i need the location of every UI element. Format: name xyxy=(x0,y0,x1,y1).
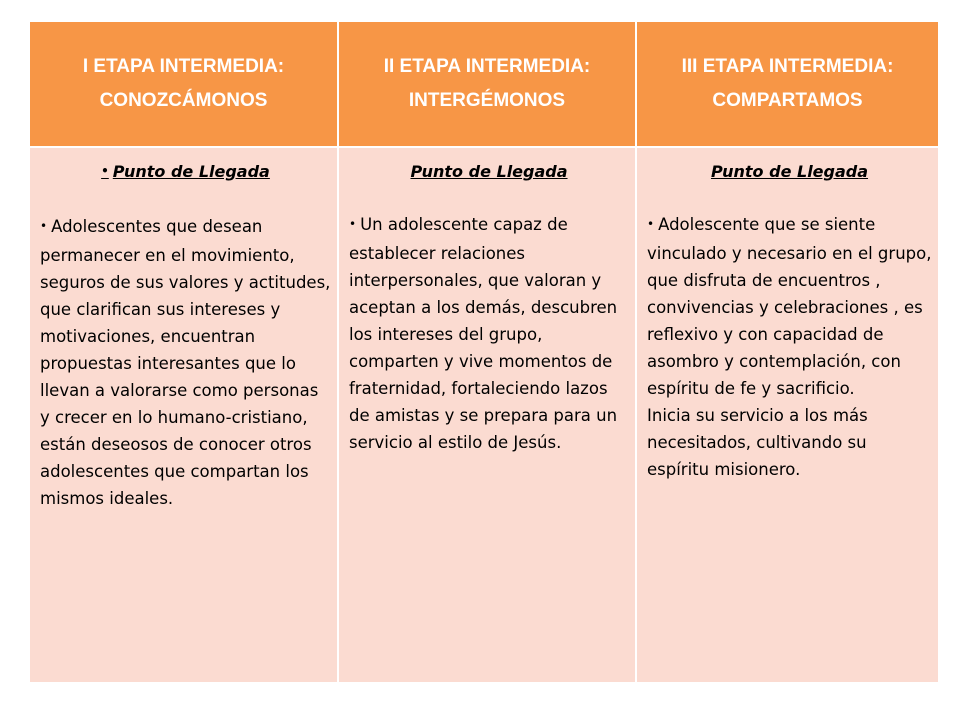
bullet-icon: • xyxy=(101,164,109,178)
stage-1-subheading xyxy=(40,158,331,187)
stage-2-subheading: Punto de Llegada xyxy=(410,162,568,181)
stage-2-header-line2: INTERGÉMONOS xyxy=(408,90,566,111)
stage-1-body xyxy=(40,213,331,512)
bullet-icon: • xyxy=(40,219,48,233)
stage-3-extra: Inicia su servicio a los más necesitados, cultivando su espíritu misionero. xyxy=(647,406,868,479)
stage-2-header xyxy=(338,22,636,147)
stage-1-body-text: Adolescentes que desean permanecer en el movimiento, seguros de sus valores y actitudes, que clarifican sus intereses y motivaciones, encuentran propuestas interesantes que lo llevan a valorarse como personas y crecer en lo humano-cristiano, están deseosos de conocer otros adolescentes que compartan los mismos ideales. xyxy=(40,217,331,508)
stage-1-subheading-text: Punto de Llegada xyxy=(112,162,270,181)
stage-2-cell xyxy=(338,147,636,682)
body-row xyxy=(30,147,938,682)
stage-2-body xyxy=(349,211,629,456)
stage-3-body-text: Adolescente que se siente vinculado y necesario en el grupo, que disfruta de encuentros , convivencias y celebraciones , es reflexivo y con capacidad de asombro y contemplación, con espíritu de fe y sacrificio. xyxy=(647,215,932,398)
stages-table xyxy=(30,22,938,682)
stage-2-header-line1: II ETAPA INTERMEDIA: xyxy=(383,56,591,77)
stage-1-header-line2: CONOZCÁMONOS xyxy=(99,90,268,111)
stage-3-header xyxy=(636,22,938,147)
stage-1-header-line1: I ETAPA INTERMEDIA: xyxy=(82,56,285,77)
bullet-icon: • xyxy=(647,217,655,231)
stage-3-subheading: Punto de Llegada xyxy=(710,162,869,181)
header-row xyxy=(30,22,938,147)
stage-3-body xyxy=(647,211,932,402)
stage-3-header-line1: III ETAPA INTERMEDIA: xyxy=(681,56,894,77)
stage-2-body-text: Un adolescente capaz de establecer relaciones interpersonales, que valoran y aceptan a los demás, descubren los intereses del grupo, comparten y vive momentos de fraternidad, fortaleciendo lazos de amistas y se prepara para un servicio al estilo de Jesús. xyxy=(349,215,618,452)
stage-3-cell xyxy=(636,147,938,682)
stage-1-cell xyxy=(30,147,338,682)
stage-1-header xyxy=(30,22,338,147)
bullet-icon: • xyxy=(349,217,357,231)
stage-3-header-line2: COMPARTAMOS xyxy=(712,90,863,111)
